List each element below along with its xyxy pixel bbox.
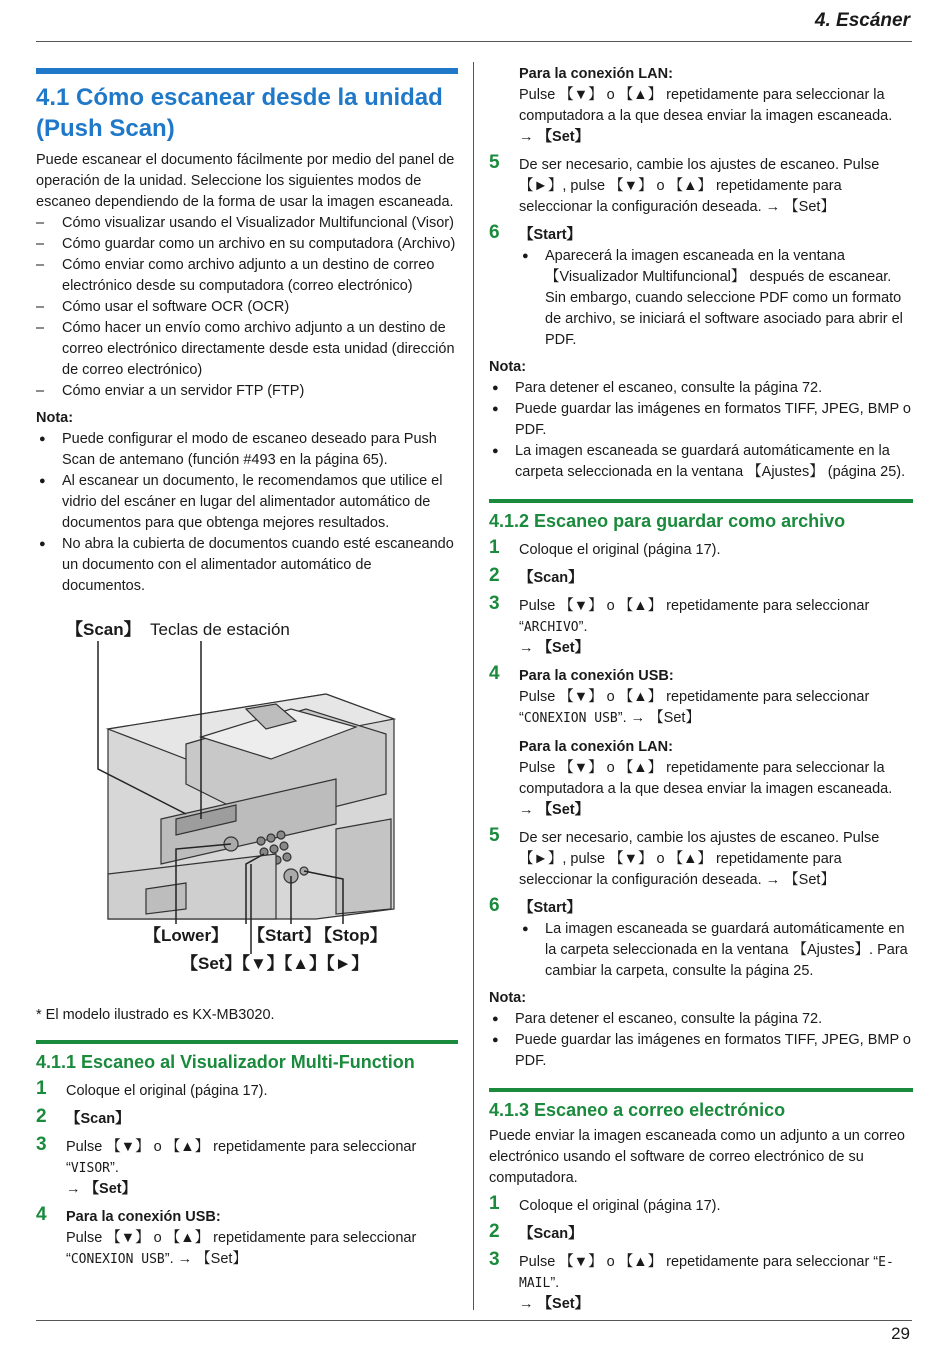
note-item: ● Puede configurar el modo de escaneo deseado para Push Scan de antemano (función #493 en la página 65). xyxy=(36,429,458,471)
section-bar xyxy=(489,1088,913,1092)
list-item: – Cómo enviar como archivo adjunto a un destino de correo electrónico desde su computadora (correo electrónico) xyxy=(36,255,458,297)
step-1: 1 Coloque el original (página 17). xyxy=(36,1078,268,1099)
step-4: 4 Para la conexión USB: Pulse 【▼】 o 【▲】 repetidamente para seleccionar “CONEXION USB”. → 【Set】 xyxy=(36,1204,417,1267)
step-6: 6 【Start】 xyxy=(489,222,582,243)
display-text: CONEXION USB xyxy=(523,711,618,726)
list-item: – Cómo enviar a un servidor FTP (FTP) xyxy=(36,381,458,402)
intro-paragraph: Puede enviar la imagen escaneada como un adjunto a un correo electrónico usando el software de correo electrónico de su computadora. xyxy=(489,1128,905,1186)
note-item: ● Puede guardar las imágenes en formatos TIFF, JPEG, BMP o PDF. xyxy=(489,399,913,441)
section-bar xyxy=(36,1040,458,1044)
step-3: 3 Pulse 【▼】 o 【▲】 repetidamente para seleccionar “E-MAIL”. → 【Set】 xyxy=(489,1249,894,1312)
step-2: 2 【Scan】 xyxy=(489,1221,583,1242)
list-item: – Cómo usar el software OCR (OCR) xyxy=(36,297,458,318)
step-text: Coloque el original (página 17). xyxy=(519,1198,721,1214)
step-text: De ser necesario, cambie los ajustes de escaneo. Pulse 【►】, pulse 【▼】 o 【▲】 repetidamente para seleccionar la configuración deseada. → 【Set】 xyxy=(519,830,880,888)
list-item: – Cómo hacer un envío como archivo adjunto a un destino de correo electrónico directamente desde esta unidad (dirección de correo electrónico) xyxy=(36,318,458,381)
display-text: CONEXION USB xyxy=(70,1252,165,1267)
set-keys-label: 【Set】【▼】【▲】【►】 xyxy=(181,954,369,973)
step-2: 2 【Scan】 xyxy=(36,1106,130,1127)
step-text: → 【Set】 xyxy=(519,640,590,656)
step-3: 3 Pulse 【▼】 o 【▲】 repetidamente para seleccionar “ARCHIVO”. → 【Set】 xyxy=(489,593,870,656)
header-rule xyxy=(36,41,912,42)
step-text: ”. xyxy=(578,619,588,635)
figure-caption: * El modelo ilustrado es KX-MB3020. xyxy=(36,1007,275,1023)
note-item: ● No abra la cubierta de documentos cuando esté escaneando un documento con el alimentador automático de documentos. xyxy=(36,534,458,597)
step-text: De ser necesario, cambie los ajustes de escaneo. Pulse 【►】, pulse 【▼】 o 【▲】 repetidamente para seleccionar la configuración deseada. → 【Set】 xyxy=(519,157,880,215)
step-bullet: ● Aparecerá la imagen escaneada en la ventana 【Visualizador Multifuncional】 después de escanear. Sin embargo, cuando seleccione PDF como un formato de archivo, se iniciará el software asociado para abrir el PDF. xyxy=(519,246,913,351)
left-column xyxy=(36,68,458,1270)
scan-key-label: 【Scan】 xyxy=(66,620,141,639)
step-text: 【Start】 xyxy=(519,227,582,243)
column-separator xyxy=(473,62,474,1310)
note-title: Nota: xyxy=(489,990,527,1006)
display-text: VISOR xyxy=(70,1161,110,1176)
display-text: ARCHIVO xyxy=(523,620,579,635)
step-text: ”. xyxy=(109,1160,119,1176)
note-title: Nota: xyxy=(489,359,527,375)
step-text: → 【Set】 xyxy=(519,802,590,818)
display-text: E-MAIL xyxy=(519,1255,894,1291)
subsection-title-411: 4.1.1 Escaneo al Visualizador Multi-Function xyxy=(36,1052,415,1072)
step-text: → 【Set】 xyxy=(66,1181,137,1197)
step-5: 5 De ser necesario, cambie los ajustes de escaneo. Pulse 【►】, pulse 【▼】 o 【▲】 repetidamente para seleccionar la configuración deseada. → 【Set】 xyxy=(489,825,880,888)
step-text: 【Scan】 xyxy=(66,1111,130,1127)
step-text: 【Start】 xyxy=(519,900,582,916)
note-item: ● Al escanear un documento, le recomendamos que utilice el vidrio del escáner en lugar del alimentador automático de documentos para que obtenga mejores resultados. xyxy=(36,471,458,534)
modes-list xyxy=(36,213,458,402)
note-item: ● Para detener el escaneo, consulte la página 72. xyxy=(489,378,913,399)
lower-key-label: 【Lower】 xyxy=(144,926,229,945)
device-figure xyxy=(36,609,458,999)
stop-key-label: 【Stop】 xyxy=(315,926,387,945)
start-key-label: 【Start】 xyxy=(248,926,321,945)
step-text: Coloque el original (página 17). xyxy=(66,1083,268,1099)
note-item: ● Para detener el escaneo, consulte la página 72. xyxy=(489,1009,913,1030)
footer-rule xyxy=(36,1320,912,1321)
step-text: → 【Set】 xyxy=(519,1296,590,1312)
step-text: Pulse 【▼】 o 【▲】 repetidamente para seleccionar la computadora a la que desea enviar la imagen escaneada. xyxy=(519,87,893,124)
step-1: 1 Coloque el original (página 17). xyxy=(489,537,721,558)
page-number: 29 xyxy=(891,1324,910,1343)
step-text: Pulse 【▼】 o 【▲】 repetidamente para seleccionar “ xyxy=(519,689,870,726)
list-item: – Cómo visualizar usando el Visualizador Multifuncional (Visor) xyxy=(36,213,458,234)
step-heading: Para la conexión USB: xyxy=(66,1209,221,1225)
step-text: Pulse 【▼】 o 【▲】 repetidamente para seleccionar la computadora a la que desea enviar la imagen escaneada. xyxy=(519,760,893,797)
step-text: ”. → 【Set】 xyxy=(617,710,700,726)
note-title: Nota: xyxy=(36,410,74,426)
subsection-title-413: 4.1.3 Escaneo a correo electrónico xyxy=(489,1100,786,1120)
station-keys-label: Teclas de estación xyxy=(150,620,290,639)
step-text: Coloque el original (página 17). xyxy=(519,542,721,558)
step-bullet: ● La imagen escaneada se guardará automáticamente en la carpeta seleccionada en la ventana 【Ajustes】. Para cambiar la carpeta, consulte la página 25. xyxy=(519,919,913,982)
step-6: 6 【Start】 xyxy=(489,895,582,916)
step-text: ”. → 【Set】 xyxy=(164,1251,247,1267)
section-title: 4.1 Cómo escanear desde la unidad (Push Scan) xyxy=(36,84,443,142)
list-item: – Cómo guardar como un archivo en su computadora (Archivo) xyxy=(36,234,458,255)
step-text: Pulse 【▼】 o 【▲】 repetidamente para seleccionar “ xyxy=(519,1254,879,1270)
step-4: 4 Para la conexión USB: Pulse 【▼】 o 【▲】 repetidamente para seleccionar “CONEXION USB”. → 【Set】 xyxy=(489,663,870,726)
step-1: 1 Coloque el original (página 17). xyxy=(489,1193,721,1214)
step-text: 【Scan】 xyxy=(519,570,583,586)
step-text: → 【Set】 xyxy=(519,129,590,145)
step-heading: Para la conexión USB: xyxy=(519,668,674,684)
step-heading: Para la conexión LAN: xyxy=(519,739,673,755)
section-bar xyxy=(489,499,913,503)
step-text: 【Scan】 xyxy=(519,1226,583,1242)
right-column xyxy=(489,64,913,1315)
step-5: 5 De ser necesario, cambie los ajustes de escaneo. Pulse 【►】, pulse 【▼】 o 【▲】 repetidamente para seleccionar la configuración deseada. → 【Set】 xyxy=(489,152,880,215)
step-text: ”. xyxy=(550,1275,560,1291)
note-item: ● La imagen escaneada se guardará automáticamente en la carpeta seleccionada en la ventana 【Ajustes】 (página 25). xyxy=(489,441,913,483)
device-illustration xyxy=(36,609,458,999)
step-text: Pulse 【▼】 o 【▲】 repetidamente para seleccionar “ xyxy=(519,598,870,635)
page-header-title: 4. Escáner xyxy=(814,10,910,31)
step-text: Pulse 【▼】 o 【▲】 repetidamente para seleccionar “ xyxy=(66,1230,417,1267)
note-item: ● Puede guardar las imágenes en formatos TIFF, JPEG, BMP o PDF. xyxy=(489,1030,913,1072)
subsection-title-412: 4.1.2 Escaneo para guardar como archivo xyxy=(489,511,846,531)
section-bar xyxy=(36,68,458,74)
intro-paragraph: Puede escanear el documento fácilmente por medio del panel de operación de la unidad. Seleccione los siguientes modos de escaneo dependiendo de la forma de usar la imagen escaneada. xyxy=(36,152,455,210)
step-3: 3 Pulse 【▼】 o 【▲】 repetidamente para seleccionar “VISOR”. → 【Set】 xyxy=(36,1134,417,1197)
step-text: Pulse 【▼】 o 【▲】 repetidamente para seleccionar “ xyxy=(66,1139,417,1176)
step-heading: Para la conexión LAN: xyxy=(519,66,673,82)
step-2: 2 【Scan】 xyxy=(489,565,583,586)
